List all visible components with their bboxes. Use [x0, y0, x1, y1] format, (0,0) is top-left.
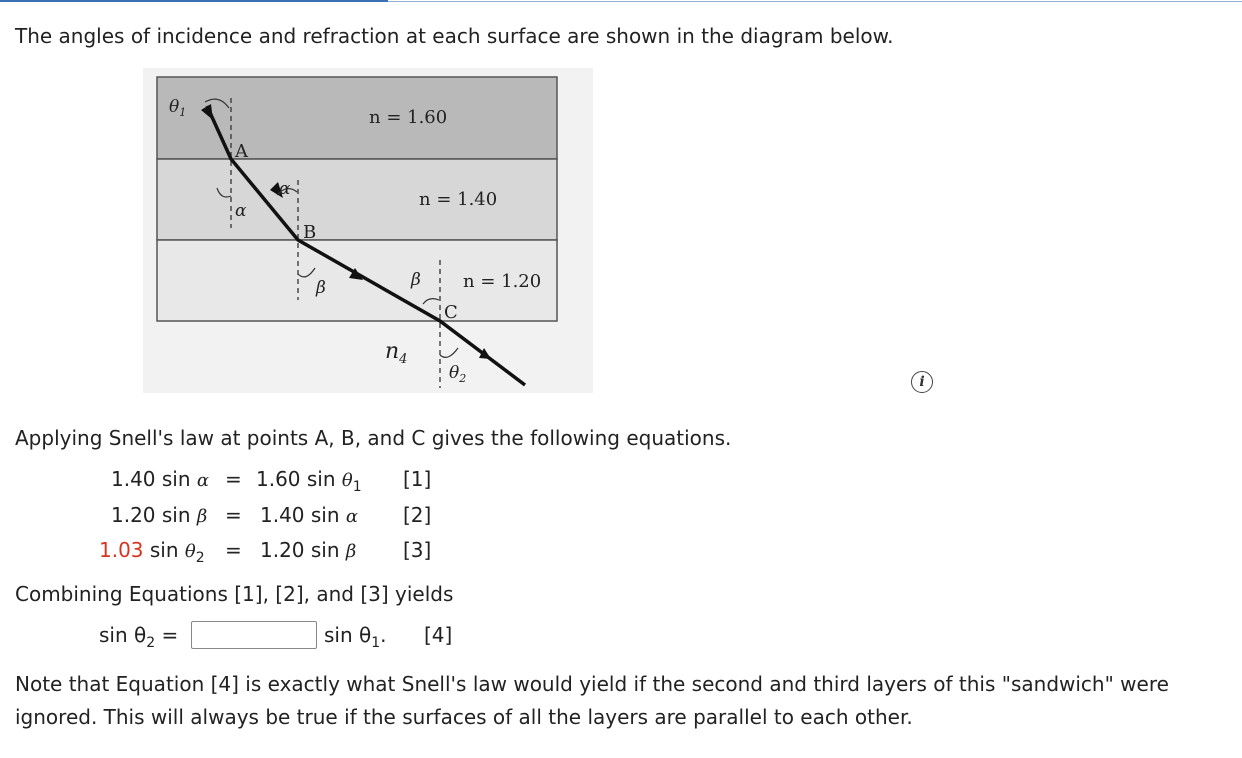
info-icon[interactable]: i — [911, 371, 933, 393]
refraction-diagram — [143, 68, 593, 393]
eq3-rhs: 1.20 sin β — [260, 538, 357, 562]
eq2-tag: [2] — [403, 503, 432, 527]
eq2-equals: = — [225, 503, 242, 527]
eq2-rhs: 1.40 sin α — [260, 503, 359, 527]
applying-text: Applying Snell's law at points A, B, and C gives the following equations. — [15, 426, 732, 450]
label-theta1: $\theta_1$ — [169, 97, 187, 119]
top-accent-line — [388, 1, 1242, 2]
label-alpha-lower: α — [235, 201, 247, 221]
eq3-lhs: 1.03 $\sin \theta_2$ — [99, 538, 205, 566]
label-theta2: $\theta_2$ — [449, 363, 467, 385]
eq3-equals: = — [225, 538, 242, 562]
top-accent-bar — [0, 0, 1242, 3]
eq2-lhs: 1.20 sin β — [111, 503, 208, 527]
label-point-c: C — [444, 302, 458, 323]
answer-prefix: $\sin \theta_2$ = — [99, 623, 179, 651]
equation-row-3 — [0, 538, 460, 564]
equation-row-2 — [0, 503, 460, 529]
label-n4: $n_4$ — [385, 339, 408, 367]
eq1-rhs: 1.60 $\sin \theta_1$ — [256, 467, 362, 495]
answer-tag: [4] — [424, 623, 453, 647]
eq1-tag: [1] — [403, 467, 432, 491]
label-n-layer3: n = 1.20 — [463, 271, 542, 292]
label-beta-lower: β — [316, 278, 326, 298]
note-text: Note that Equation [4] is exactly what Snell's law would yield if the second and third layers of this "sandwich" were ignored. This will always be true if the surfaces of all the layers are parallel to each other. — [15, 672, 1169, 729]
answer-suffix: $\sin \theta_1$. — [324, 623, 387, 651]
label-n-layer2: n = 1.40 — [419, 189, 498, 210]
label-beta-upper: β — [411, 270, 421, 290]
combining-text: Combining Equations [1], [2], and [3] yields — [15, 582, 454, 606]
top-accent-blue — [0, 0, 388, 2]
label-alpha-upper: α — [279, 179, 291, 199]
eq1-equals: = — [225, 467, 242, 491]
label-point-a: A — [235, 141, 248, 162]
intro-text: The angles of incidence and refraction at each surface are shown in the diagram below. — [15, 24, 894, 48]
layer-1 — [157, 77, 557, 159]
equation-row-1 — [0, 467, 460, 493]
eq1-lhs: 1.40 sin α — [111, 467, 210, 491]
answer-input[interactable] — [191, 621, 317, 649]
label-n-layer1: n = 1.60 — [369, 107, 448, 128]
eq3-tag: [3] — [403, 538, 432, 562]
label-point-b: B — [303, 222, 317, 243]
